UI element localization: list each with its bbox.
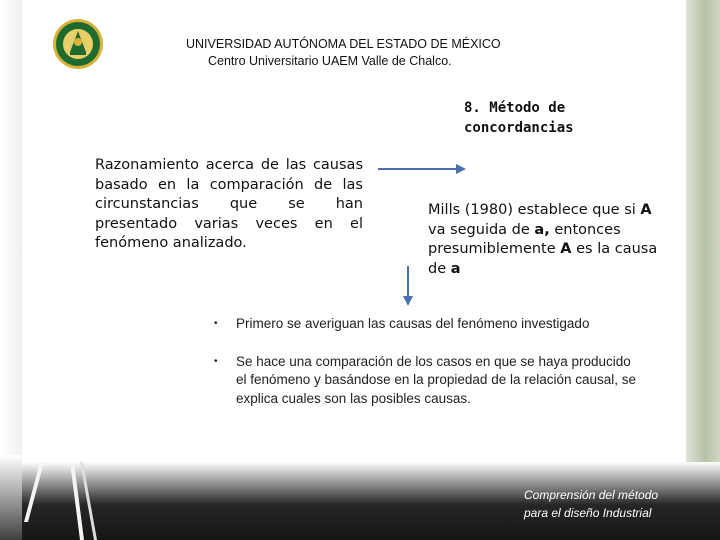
- footer-caption: [524, 486, 704, 522]
- bullet-list: [214, 315, 644, 427]
- section-title-line-2: concordancias: [464, 120, 574, 136]
- mills-a-cap-1: A: [640, 202, 652, 218]
- mills-a-low-1: a,: [534, 221, 550, 238]
- right-decor-bar: [686, 0, 720, 540]
- list-item: [214, 315, 644, 334]
- mills-text-1: Mills (1980) establece que si: [428, 202, 641, 218]
- definition-paragraph: Razonamiento acerca de las causas basado en la comparación de las circunstancias que se han presentado varias veces en el fenómeno analizado.: [95, 157, 363, 251]
- mills-text-3: entonces presumiblemente: [428, 221, 621, 257]
- campus-name: Centro Universitario UAEM Valle de Chalco.: [208, 54, 452, 68]
- bullet-marker: •: [214, 355, 218, 367]
- mills-text-2: va seguida de: [428, 221, 535, 238]
- footer-line-1: Comprensión del método: [524, 488, 659, 502]
- mills-paragraph: [428, 201, 668, 279]
- footer-decor-lines: [22, 462, 162, 540]
- mills-a-low-2: a: [450, 260, 461, 277]
- bullet-marker: •: [214, 318, 218, 329]
- left-decor-bar-bottom: [0, 455, 22, 540]
- list-item-text: Se hace una comparación de los casos en que se haya producido el fenómeno y basándose en la propiedad de la relación causal, se explica cuales son las posibles causas.: [236, 353, 637, 406]
- university-name: UNIVERSIDAD AUTÓNOMA DEL ESTADO DE MÉXICO: [186, 37, 501, 51]
- footer-line-2: para el diseño Industrial: [524, 506, 652, 520]
- section-title-line-1: 8. Método de: [464, 100, 566, 116]
- list-item-text: Primero se averiguan las causas del fenómeno investigado: [236, 316, 590, 331]
- mills-a-cap-2: A: [560, 241, 572, 257]
- mills-text-4: es la causa de: [428, 241, 658, 277]
- list-item: [214, 353, 644, 409]
- section-title: [464, 98, 664, 138]
- university-seal-icon: [52, 18, 104, 70]
